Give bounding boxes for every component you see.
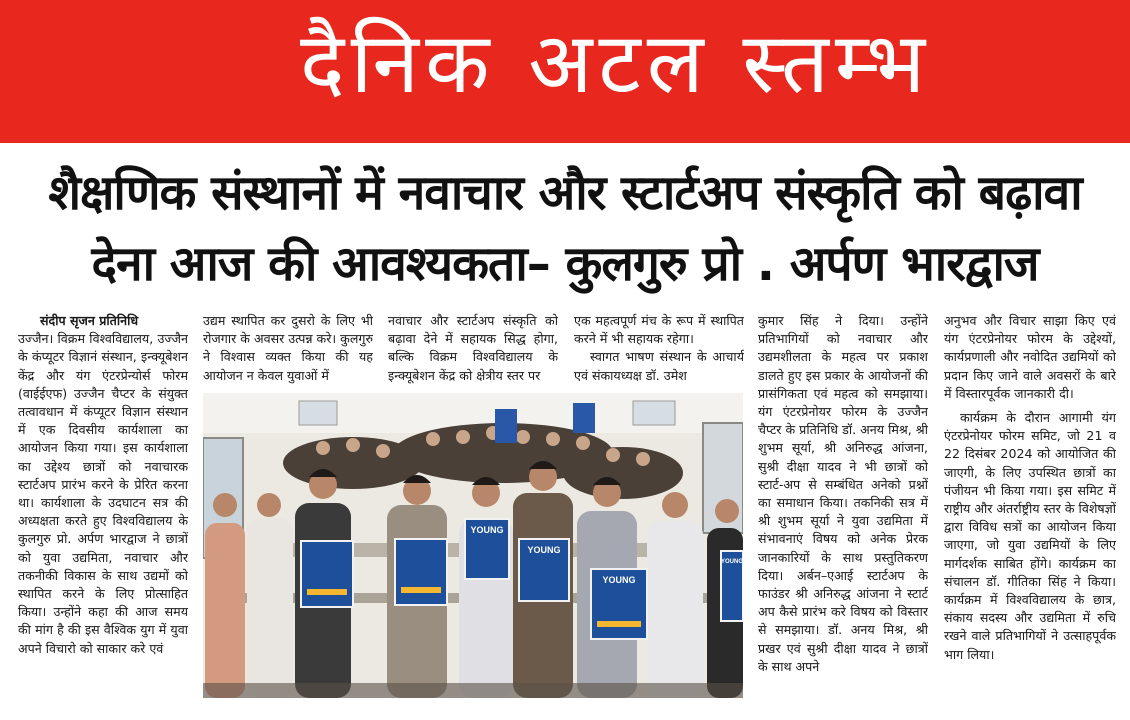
article-text: स्वागत भाषण संस्थान के आचार्य एवं संकायध्यक्ष डॉ. उमेश bbox=[574, 349, 744, 383]
article-column-3 bbox=[388, 312, 558, 386]
article-text: कुमार सिंह ने दिया। उन्होंने प्रतिभागियों को नवाचार और उद्यमशीलता के महत्व पर प्रकाश डालते हुए इस प्रकार के आयोजनों की प्रासंगिकता एवं महत्व को समझाया। यंग एंटरप्रेनोयर फोरम के उज्जैन चैप्टर के प्रतिनिधि डॉ. अनय मिश्र, श्री शुभम सूर्या, श्री अनिरुद्ध आंजना, सुश्री दीक्षा यादव ने भी छात्रों को स्टार्ट-अप से सम्बंधित अनेको प्रश्नों का समाधान किया। तकनिकी सत्र में श्री शुभम सूर्या ने युवा उद्यमिता में संभावनाएं विषय को अनेक प्रेरक जानकारियों के साथ प्रस्तुतिकरण दिया। अर्बन–एआई स्टार्टअप के फाउंडर श्री अनिरुद्ध आंजना ने स्टार्ट अप कैसे प्रारंभ करे विषय को विस्तार से समझाया। डॉ. अनय मिश्र, श्री प्रखर एवं सुश्री दीक्षा यादव ने छात्रों के साथ अपने bbox=[758, 313, 928, 674]
byline: संदीप सृजन प्रतिनिधि bbox=[40, 313, 139, 328]
poster-label: YOUNG bbox=[602, 575, 636, 585]
article-text: अनुभव और विचार साझा किए एवं यंग एंटरप्रेनोयर फोरम के उद्देश्यों, कार्यप्रणाली और नवोदित उद्यमियों को प्रदान किए जाने वाले अवसरों के बारे में विस्तारपूर्वक जानकारी दी। bbox=[944, 313, 1116, 401]
article-text: उद्यम स्थापित कर दुसरो के लिए भी रोजगार के अवसर उत्पन्न करे। कुलगुरु ने विश्वास व्यक्त किया की यह आयोजन न केवल युवाओं में bbox=[203, 313, 373, 383]
headline-line-2: देना आज की आवश्यकता– कुलगुरु प्रो . अर्पण भारद्वाज bbox=[91, 236, 1039, 292]
masthead bbox=[0, 0, 1130, 143]
article-column-4 bbox=[574, 312, 744, 386]
newspaper-title: दैनिक अटल स्तम्भ bbox=[300, 14, 932, 112]
article-text: एक महत्वपूर्ण मंच के रूप में स्थापित करने में भी सहायक रहेगा। bbox=[574, 313, 744, 347]
article-column-6 bbox=[944, 312, 1116, 702]
article-text: नवाचार और स्टार्टअप संस्कृति को बढ़ावा देने में सहायक सिद्ध होगा, बल्कि विक्रम विश्वविद्यालय के इन्क्यूबेशन केंद्र को क्षेत्रीय स्तर पर bbox=[388, 313, 558, 383]
headline-line-1: शैक्षणिक संस्थानों में नवाचार और स्टार्टअप संस्कृति को बढ़ावा bbox=[48, 165, 1082, 221]
article-column-2 bbox=[203, 312, 373, 386]
article-text: कार्यक्रम के दौरान आगामी यंग एंटरप्रेनोयर फोरम समिट, जो 21 व 22 दिसंबर 2024 को आयोजित की जाएगी, के लिए उपस्थित छात्रों का पंजीयन भी किया गया। इस समिट में राष्ट्रीय और अंतर्राष्ट्रीय स्तर के विशेषज्ञों द्वारा विविध सत्रों का आयोजन किया जाएगा, जो युवा उद्यमियों के लिए मार्गदर्शक साबित होंगे। कार्यक्रम का संचालन डॉ. गीतिका सिंह ने किया। कार्यक्रम में विश्वविद्यालय के छात्र, संकाय सदस्य और उद्यमिता में रुचि रखने वाले प्रतिभागियों ने उत्साहपूर्वक भाग लिया। bbox=[944, 410, 1116, 662]
article-column-5 bbox=[758, 312, 928, 702]
poster-label: YOUNG bbox=[470, 525, 504, 535]
article-column-1 bbox=[18, 312, 188, 702]
article-text: उज्जैन। विक्रम विश्वविद्यालय, उज्जैन के कंप्यूटर विज्ञानं संस्थान, इन्क्यूबेशन केंद्र और यंग एंटरप्रेन्योर्स फोरम (वाईईएफ) उज्जैन चैप्टर के संयुक्त तत्वावधान में कंप्यूटर विज्ञान संस्थान में एक दिवसीय कार्यशाला का आयोजन किया गया। इस कार्यशाला का उद्देश्य छात्रों को नवाचारक स्टार्टअप प्रारंभ करने के प्रेरित करना था। कार्यशाला के उदघाटन सत्र की अध्यक्षता करते हुए विश्वविद्यालय के कुलगुरु प्रो. अर्पण भारद्वाज ने छात्रों को युवा उद्यमिता, नवाचार और तकनीकी विकास के साथ उद्यमों को स्थापित करने के लिए प्रोत्साहित किया। उन्होंने कहा की आज समय की मांग है की इस वैश्विक युग में युवा अपने विचारो को साकार करे एवं bbox=[18, 331, 188, 656]
event-photo bbox=[203, 393, 743, 698]
poster-label: YOUNG bbox=[720, 559, 743, 565]
poster-label: YOUNG bbox=[527, 545, 561, 555]
